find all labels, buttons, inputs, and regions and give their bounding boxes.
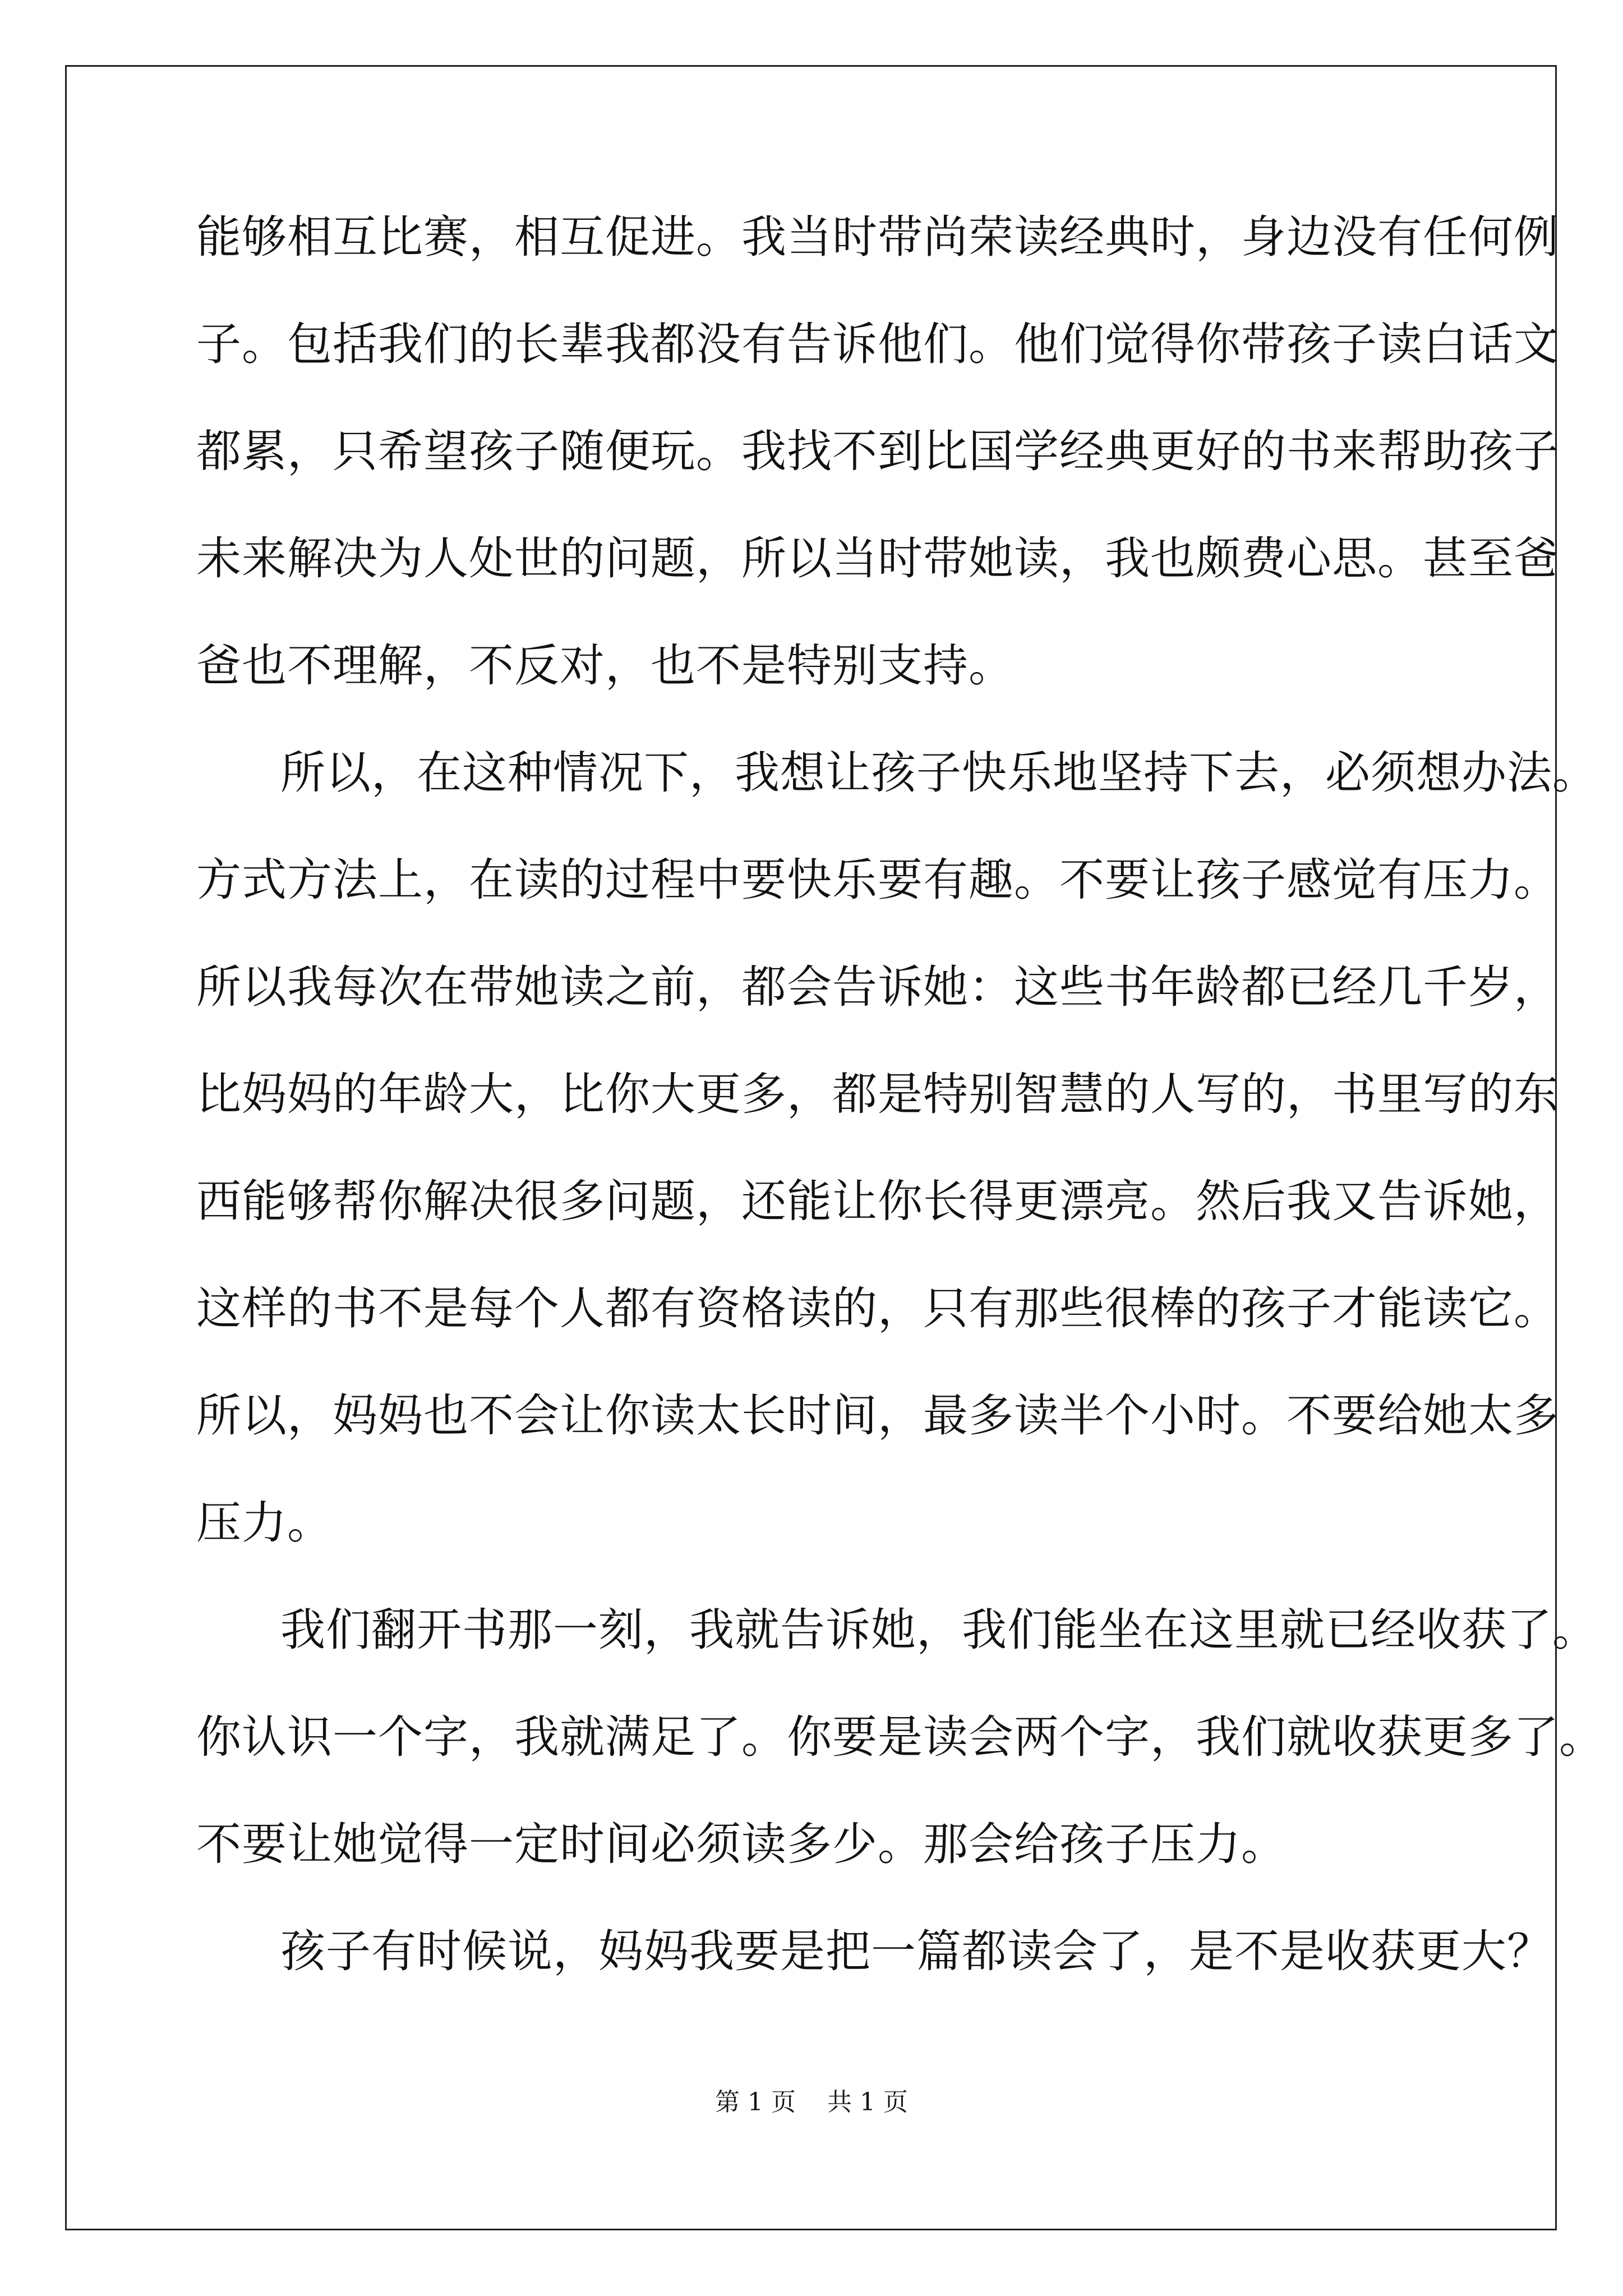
text-line-12: 所以，妈妈也不会让你读太长时间，最多读半个小时。不要给她太多 bbox=[196, 1389, 1559, 1442]
text-line-16: 不要让她觉得一定时间必须读多少。那会给孩子压力。 bbox=[196, 1818, 1287, 1870]
text-line-7: 方式方法上，在读的过程中要快乐要有趣。不要让孩子感觉有压力。 bbox=[196, 854, 1559, 906]
text-line-15: 你认识一个字，我就满足了。你要是读会两个字，我们就收获更多了。 bbox=[196, 1711, 1604, 1763]
text-line-1: 能够相互比赛，相互促进。我当时带尚荣读经典时，身边没有任何例 bbox=[196, 211, 1559, 263]
text-line-2: 子。包括我们的长辈我都没有告诉他们。他们觉得你带孩子读白话文 bbox=[196, 318, 1559, 370]
text-line-13: 压力。 bbox=[196, 1497, 333, 1549]
text-line-6: 所以，在这种情况下，我想让孩子快乐地坚持下去，必须想办法。 bbox=[280, 747, 1598, 799]
text-line-3: 都累，只希望孩子随便玩。我找不到比国学经典更好的书来帮助孩子 bbox=[196, 425, 1559, 477]
text-line-4: 未来解决为人处世的问题，所以当时带她读，我也颇费心思。甚至爸 bbox=[196, 532, 1559, 585]
text-line-14: 我们翻开书那一刻，我就告诉她，我们能坐在这里就已经收获了。 bbox=[280, 1604, 1598, 1656]
text-line-9: 比妈妈的年龄大，比你大更多，都是特别智慧的人写的，书里写的东 bbox=[196, 1068, 1559, 1120]
text-line-10: 西能够帮你解决很多问题，还能让你长得更漂亮。然后我又告诉她， bbox=[196, 1175, 1559, 1227]
text-line-11: 这样的书不是每个人都有资格读的，只有那些很棒的孩子才能读它。 bbox=[196, 1282, 1559, 1335]
page-number-footer: 第 1 页 共 1 页 bbox=[715, 2088, 908, 2116]
text-line-8: 所以我每次在带她读之前，都会告诉她：这些书年龄都已经几千岁， bbox=[196, 961, 1559, 1013]
document-body bbox=[196, 210, 1604, 2032]
text-line-5: 爸也不理解，不反对，也不是特别支持。 bbox=[196, 639, 1014, 692]
text-line-17: 孩子有时候说，妈妈我要是把一篇都读会了，是不是收获更大？ bbox=[280, 1925, 1552, 1977]
